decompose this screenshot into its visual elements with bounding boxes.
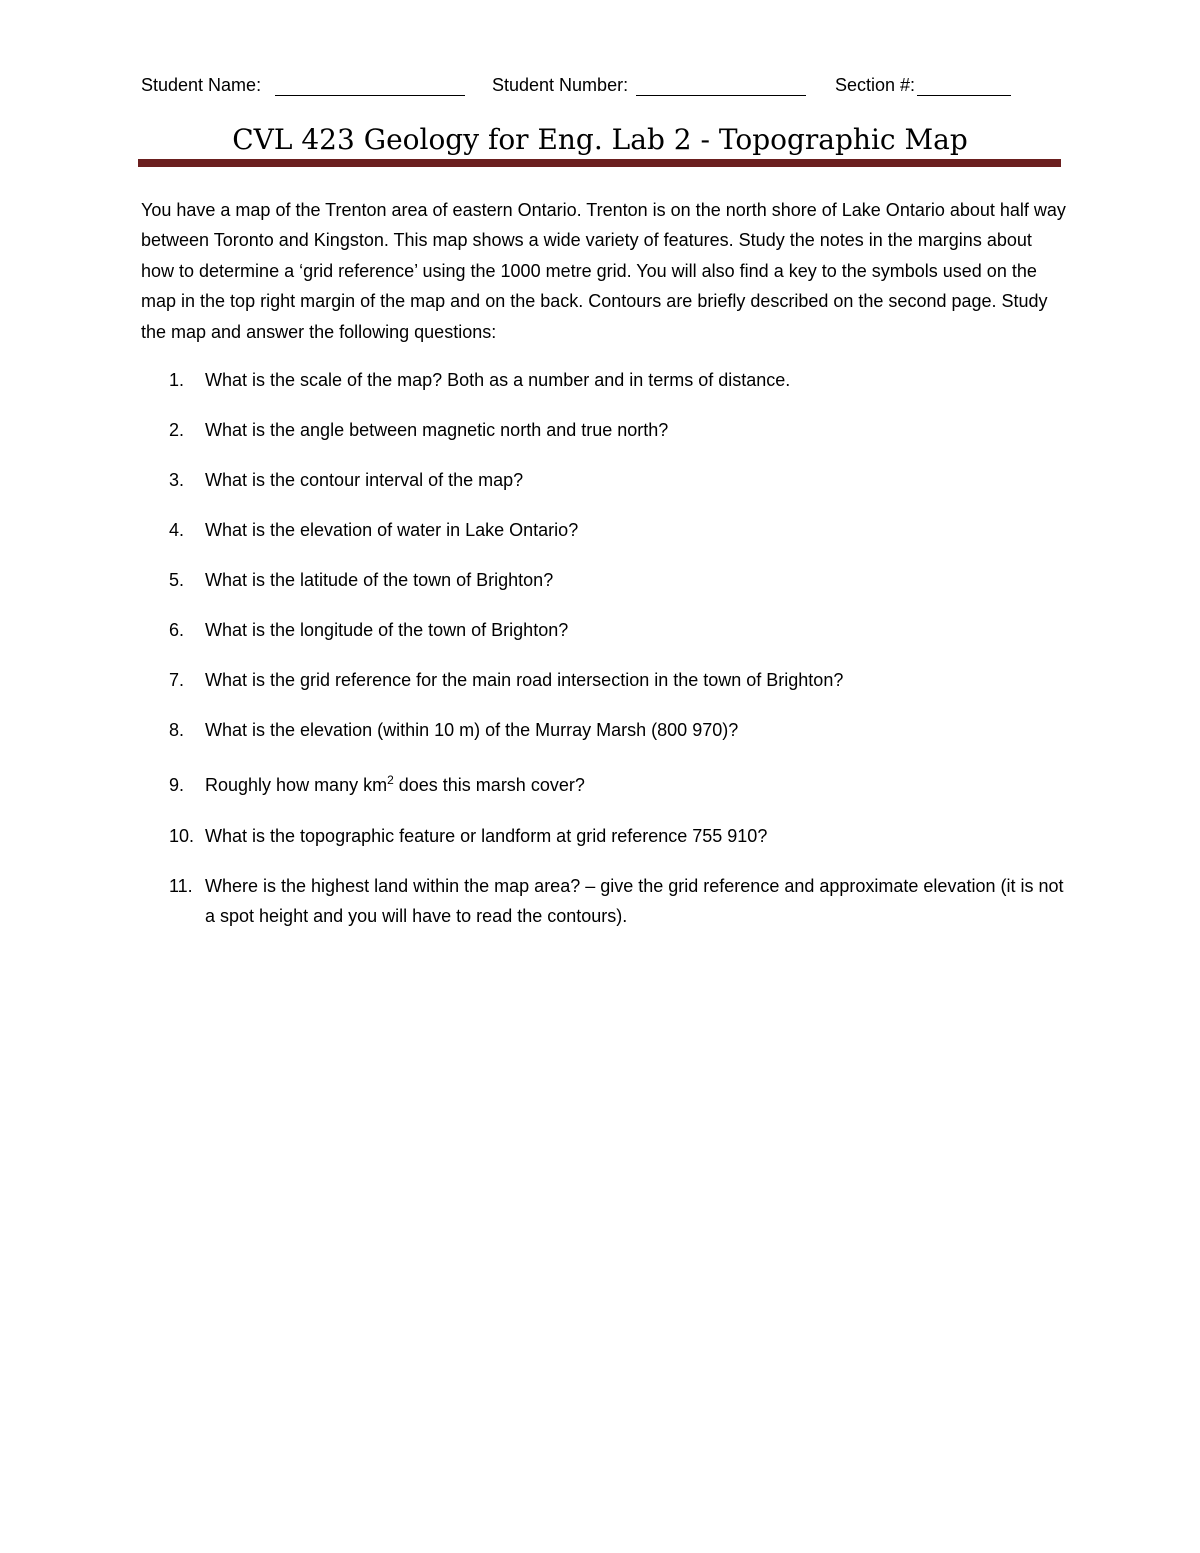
question-6 xyxy=(141,615,1066,645)
student-name-label: Student Name: xyxy=(141,75,262,95)
question-number: 2. xyxy=(169,420,185,440)
question-3 xyxy=(141,465,1066,495)
question-text: Where is the highest land within the map area? – give the grid reference and approximate elevation (it is not a spot height and you will have to read the contours). xyxy=(205,876,1064,927)
student-number-blank[interactable] xyxy=(636,78,806,96)
question-number: 9. xyxy=(169,775,185,795)
question-1 xyxy=(141,365,1066,395)
student-number-label: Student Number: xyxy=(492,75,629,95)
question-text: What is the elevation of water in Lake Ontario? xyxy=(205,520,579,540)
question-8 xyxy=(141,715,1066,745)
question-7 xyxy=(141,665,1066,695)
student-number-field xyxy=(492,74,806,96)
question-text xyxy=(205,775,585,795)
section-blank[interactable] xyxy=(917,78,1011,96)
question-number: 8. xyxy=(169,720,185,740)
question-text: What is the contour interval of the map? xyxy=(205,470,524,490)
question-number: 10. xyxy=(169,826,195,846)
question-9 xyxy=(141,770,1066,800)
question-number: 3. xyxy=(169,470,185,490)
question-number: 4. xyxy=(169,520,185,540)
question-text-before: Roughly how many km xyxy=(205,775,388,795)
student-name-blank[interactable] xyxy=(275,78,465,96)
question-text: What is the longitude of the town of Brighton? xyxy=(205,620,569,640)
question-list xyxy=(141,365,1066,932)
question-text: What is the elevation (within 10 m) of the Murray Marsh (800 970)? xyxy=(205,720,739,740)
question-text: What is the latitude of the town of Brighton? xyxy=(205,570,554,590)
question-5 xyxy=(141,565,1066,595)
question-text: What is the grid reference for the main road intersection in the town of Brighton? xyxy=(205,670,844,690)
question-number: 5. xyxy=(169,570,185,590)
question-text: What is the topographic feature or landform at grid reference 755 910? xyxy=(205,826,768,846)
question-4 xyxy=(141,515,1066,545)
section-field xyxy=(835,74,1011,96)
question-11 xyxy=(141,871,1066,932)
question-text: What is the scale of the map? Both as a number and in terms of distance. xyxy=(205,370,791,390)
question-number: 6. xyxy=(169,620,185,640)
question-2 xyxy=(141,415,1066,445)
superscript-2: 2 xyxy=(387,773,394,787)
question-number: 1. xyxy=(169,370,185,390)
title-rule xyxy=(138,159,1061,167)
question-number: 7. xyxy=(169,670,185,690)
student-name-field xyxy=(141,74,465,96)
question-text-after: does this marsh cover? xyxy=(393,775,585,795)
question-text: What is the angle between magnetic north and true north? xyxy=(205,420,669,440)
question-number: 11. xyxy=(169,876,193,896)
question-10 xyxy=(141,821,1066,851)
intro-paragraph: You have a map of the Trenton area of eastern Ontario. Trenton is on the north shore of Lake Ontario about half way between Toronto and Kingston. This map shows a wide variety of features. Study the notes in the margins about how to determine a ‘grid reference’ using the 1000 metre grid. You will also find a key to the symbols used on the map in the top right margin of the map and on the back. Contours are briefly described on the second page. Study the map and answer the following questions: xyxy=(141,200,1066,342)
page-title: CVL 423 Geology for Eng. Lab 2 - Topographic Map xyxy=(232,123,968,156)
section-label: Section #: xyxy=(835,75,916,95)
